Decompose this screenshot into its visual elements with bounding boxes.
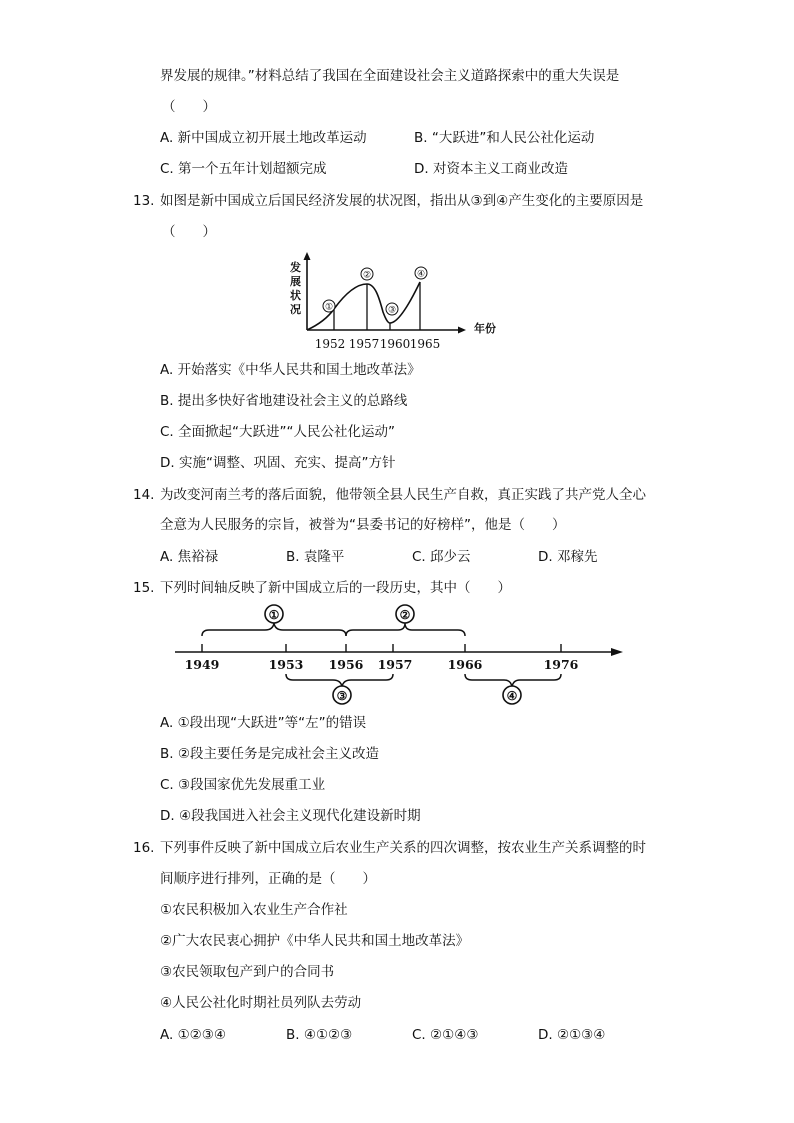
x-axis-arrow — [458, 327, 466, 334]
q15-option-a: A. ①段出现“大跃进”等“左”的错误 — [160, 715, 367, 731]
q13-option-c: C. 全面掀起“大跃进”“人民公社化运动” — [160, 424, 395, 440]
q14-option-c: C. 邱少云 — [412, 549, 471, 565]
timeline-year: 1976 — [543, 657, 579, 672]
q14-option-b: B. 袁隆平 — [286, 549, 345, 565]
timeline-year: 1966 — [447, 657, 483, 672]
q15-stem: 下列时间轴反映了新中国成立后的一段历史，其中（ ） — [160, 580, 511, 596]
timeline-year: 1953 — [268, 657, 304, 672]
timeline-arrow — [611, 648, 623, 656]
q14-stem-line1: 为改变河南兰考的落后面貌，他带领全县人民生产自救，真正实践了共产党人全心 — [160, 487, 646, 503]
brace-label: ④ — [506, 689, 518, 703]
year-label: 1965 — [409, 337, 441, 351]
history-timeline — [165, 603, 635, 708]
q15-option-b: B. ②段主要任务是完成社会主义改造 — [160, 746, 379, 762]
q16-item-4: ④人民公社化时期社员列队去劳动 — [160, 995, 362, 1011]
point-marker-label: ④ — [416, 269, 426, 280]
brace-1 — [202, 623, 346, 636]
q15-option-c: C. ③段国家优先发展重工业 — [160, 777, 326, 793]
brace-4 — [465, 674, 561, 687]
q16-item-3: ③农民领取包产到户的合同书 — [160, 964, 335, 980]
brace-label: ① — [268, 608, 280, 622]
q15-option-d: D. ④段我国进入社会主义现代化建设新时期 — [160, 808, 421, 824]
q13-option-a: A. 开始落实《中华人民共和国土地改革法》 — [160, 362, 421, 378]
q16-option-c: C. ②①④③ — [412, 1027, 479, 1043]
q14-number: 14. — [133, 487, 155, 503]
q13-stem: 如图是新中国成立后国民经济发展的状况图，指出从③到④产生变化的主要原因是 — [160, 193, 644, 209]
q16-stem-line2: 间顺序进行排列，正确的是（ ） — [160, 871, 376, 887]
point-marker-label: ② — [362, 270, 372, 281]
y-axis-arrow — [304, 252, 311, 260]
brace-2 — [346, 623, 465, 636]
q12-option-a: A. 新中国成立初开展土地改革运动 — [160, 130, 367, 146]
q14-option-a: A. 焦裕禄 — [160, 549, 219, 565]
q16-stem-line1: 下列事件反映了新中国成立后农业生产关系的四次调整，按农业生产关系调整的时 — [160, 840, 646, 856]
q12-option-b: B. “大跃进”和人民公社化运动 — [414, 130, 595, 146]
q12-stem-continuation: 界发展的规律。”材料总结了我国在全面建设社会主义道路探索中的重大失误是 — [160, 68, 620, 84]
ylabel-char: 状 — [290, 289, 301, 302]
timeline-year: 1957 — [377, 657, 413, 672]
ylabel-char: 况 — [290, 303, 301, 316]
brace-label: ② — [399, 608, 411, 622]
xlabel: 年份 — [474, 322, 496, 335]
q14-stem-line2: 全意为人民服务的宗旨，被誉为“县委书记的好榜样”，他是（ ） — [160, 517, 566, 533]
q15-number: 15. — [133, 580, 155, 596]
q16-item-1: ①农民积极加入农业生产合作社 — [160, 902, 348, 918]
q13-number: 13. — [133, 193, 155, 209]
ylabel-char: 展 — [290, 275, 301, 288]
q16-option-a: A. ①②③④ — [160, 1027, 226, 1043]
q13-option-b: B. 提出多快好省地建设社会主义的总路线 — [160, 393, 408, 409]
year-label: 1957 — [348, 337, 380, 351]
q12-option-c: C. 第一个五年计划超额完成 — [160, 161, 327, 177]
year-label: 1960 — [379, 337, 411, 351]
point-marker-label: ③ — [387, 305, 397, 316]
brace-label: ③ — [336, 689, 348, 703]
year-label: 1952 — [314, 337, 346, 351]
q16-number: 16. — [133, 840, 155, 856]
q16-option-d: D. ②①③④ — [538, 1027, 606, 1043]
q12-answer-paren: （ ） — [162, 99, 216, 115]
point-marker-label: ① — [324, 302, 334, 313]
timeline-year: 1949 — [184, 657, 220, 672]
ylabel-char: 发 — [290, 261, 301, 274]
q12-option-d: D. 对资本主义工商业改造 — [414, 161, 568, 177]
economic-development-figure — [282, 252, 502, 354]
brace-3 — [286, 674, 393, 687]
q14-option-d: D. 邓稼先 — [538, 549, 598, 565]
q13-option-d: D. 实施“调整、巩固、充实、提高”方针 — [160, 455, 396, 471]
timeline-year: 1956 — [328, 657, 364, 672]
q16-item-2: ②广大农民衷心拥护《中华人民共和国土地改革法》 — [160, 933, 470, 949]
q16-option-b: B. ④①②③ — [286, 1027, 353, 1043]
q13-answer-paren: （ ） — [162, 224, 216, 240]
